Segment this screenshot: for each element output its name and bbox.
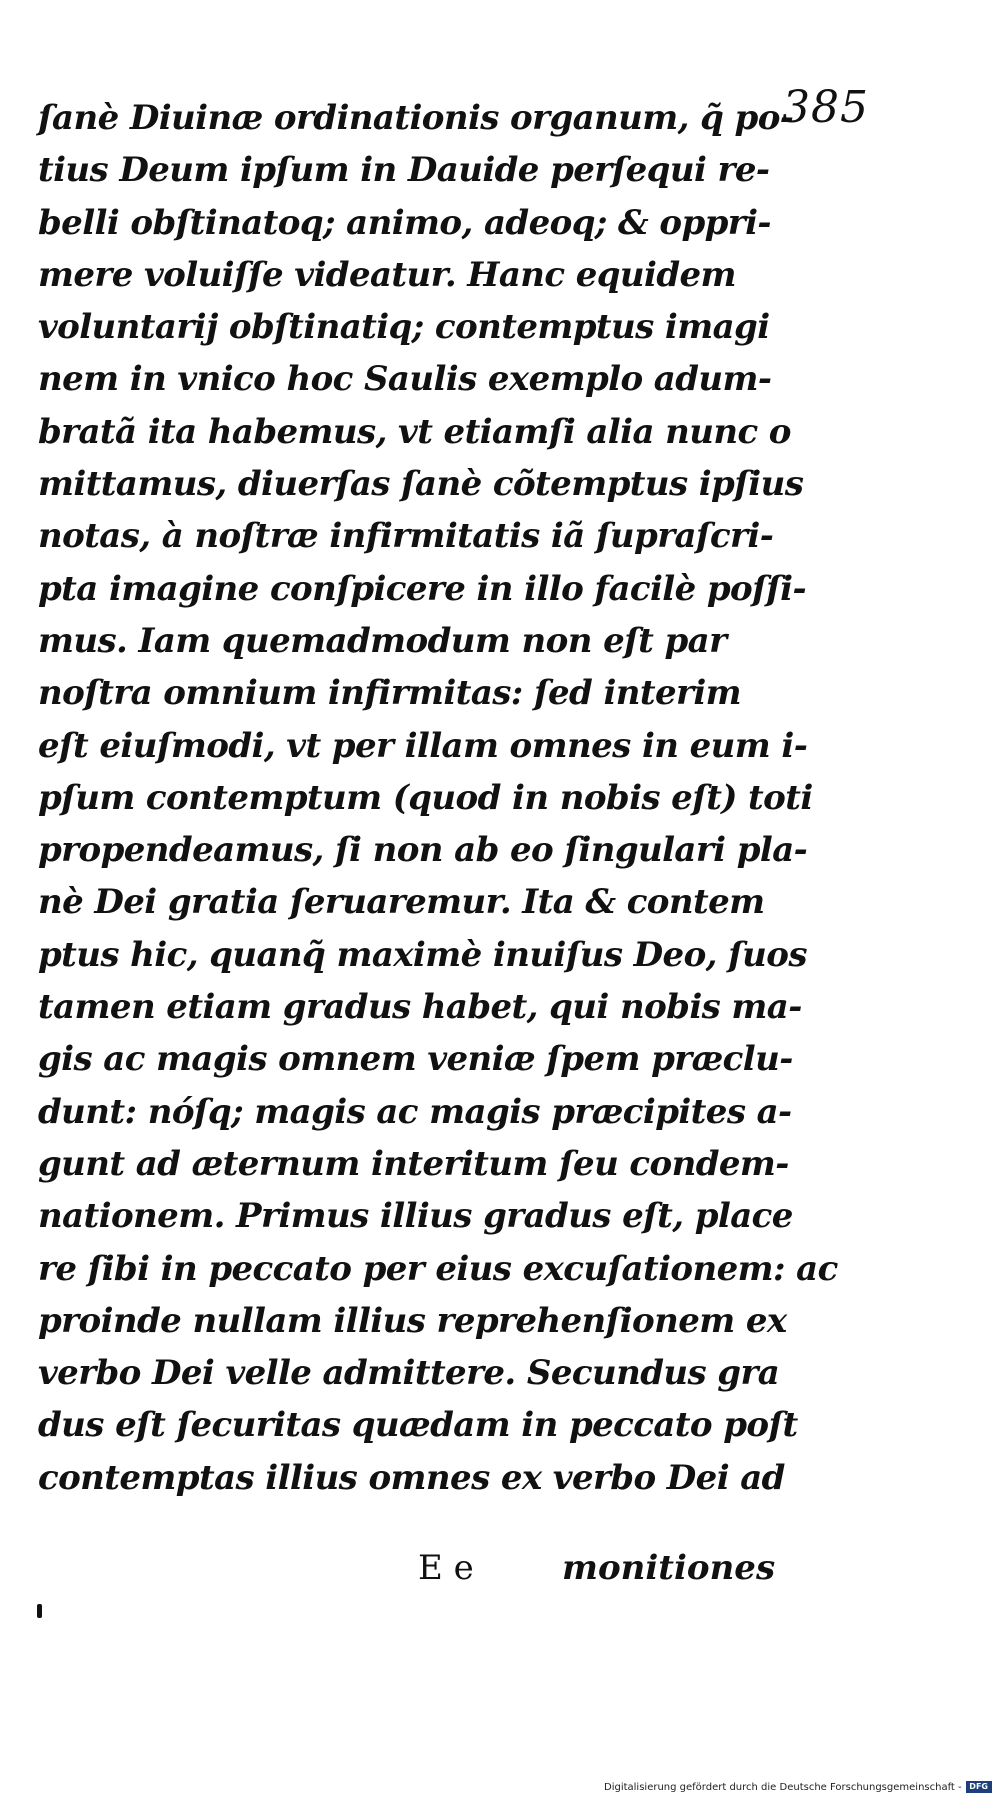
- text-line: belli obſtinatoq; animo, adeoq; & oppri-: [38, 202, 771, 243]
- text-line: dus eſt ſecuritas quædam in peccato poſt: [38, 1405, 798, 1446]
- page-number: 385: [782, 82, 869, 133]
- ink-mark: [37, 1604, 42, 1618]
- text-line: tamen etiam gradus habet, qui nobis ma-: [38, 987, 802, 1028]
- text-line: mittamus, diuerſas ſanè cõtemptus ipſius: [38, 464, 804, 505]
- dfg-logo: DFG: [966, 1781, 992, 1793]
- text-line: ptus hic, quanq̃ maximè inuiſus Deo, ſuos: [38, 934, 807, 975]
- footer-credit: Digitalisierung gefördert durch die Deutsche Forschungsgemeinschaft -: [604, 1781, 962, 1793]
- text-line: bratã ita habemus, vt etiamſi alia nunc o: [38, 411, 791, 452]
- catchline: [0, 1548, 1000, 1598]
- text-line: contemptas illius omnes ex verbo Dei ad: [38, 1457, 785, 1498]
- text-line: dunt: nóſq; magis ac magis præcipites a-: [38, 1091, 792, 1132]
- text-line: propendeamus, ſi non ab eo ſingulari pla-: [38, 830, 808, 871]
- text-line: ſanè Diuinæ ordinationis organum, q̃ po-: [38, 98, 794, 138]
- text-line: mus. Iam quemadmodum non eſt par: [38, 620, 727, 661]
- text-line: proinde nullam illius reprehenſionem ex: [38, 1300, 787, 1341]
- text-line: nè Dei gratia ſeruaremur. Ita & contem: [38, 882, 765, 923]
- text-line: verbo Dei velle admittere. Secundus gra: [38, 1353, 780, 1394]
- catchword: monitiones: [562, 1548, 776, 1588]
- text-line: gunt ad æternum interitum ſeu condem-: [38, 1143, 789, 1184]
- text-line: re ſibi in peccato per eius excuſationem: ac: [38, 1248, 838, 1289]
- text-line: tius Deum ipſum in Dauide perſequi re-: [38, 150, 770, 191]
- text-line: nationem. Primus illius gradus eſt, place: [38, 1196, 793, 1237]
- digitization-footer: [604, 1780, 992, 1794]
- text-line: nem in vnico hoc Saulis exemplo adum-: [38, 359, 772, 400]
- text-line: gis ac magis omnem veniæ ſpem præclu-: [38, 1039, 793, 1080]
- text-line: mere voluiſſe videatur. Hanc equidem: [38, 254, 736, 295]
- text-line: noſtra omnium infirmitas: ſed interim: [38, 673, 742, 714]
- text-line: pſum contemptum (quod in nobis eſt) toti: [38, 777, 813, 818]
- text-line: eſt eiuſmodi, vt per illam omnes in eum i-: [38, 725, 808, 766]
- signature-mark: E e: [418, 1548, 474, 1588]
- text-line: notas, à noſtræ infirmitatis iã ſupraſcri-: [38, 516, 774, 557]
- text-line: voluntarij obſtinatiq; contemptus imagi: [38, 307, 770, 348]
- text-line: pta imagine conſpicere in illo facilè poſſi-: [38, 568, 807, 609]
